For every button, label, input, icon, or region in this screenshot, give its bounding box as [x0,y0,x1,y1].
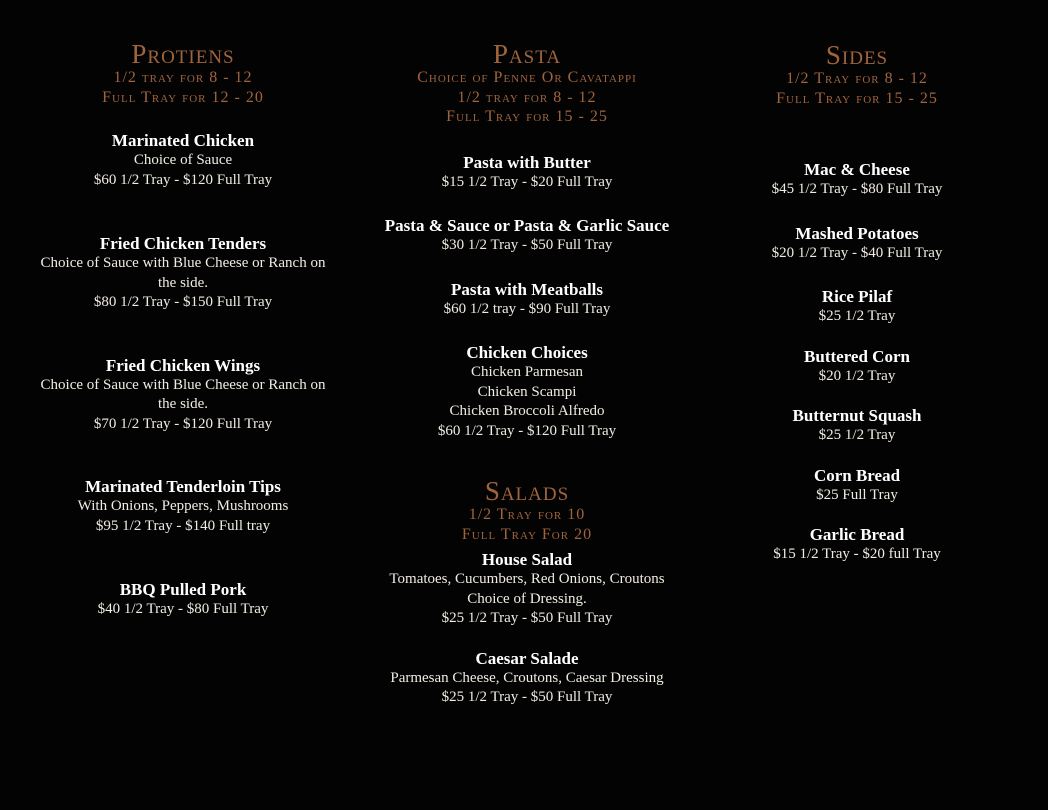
pasta-title: Pasta [492,39,562,69]
salads-full-tray-serving: Full Tray For 20 [461,525,593,543]
menu-item-house-salad [372,550,682,629]
item-name: Caesar Salade [475,648,579,668]
item-name: Fried Chicken Wings [105,355,261,375]
item-name: Garlic Bread [809,525,905,544]
item-price: $25 Full Tray [816,486,898,503]
proteins-half-tray-serving: 1/2 tray for 8 - 12 [113,69,253,86]
menu-item-pasta-with-meatballs [372,280,682,320]
item-price: $60 1/2 tray - $90 Full Tray [443,300,611,317]
item-price: $15 1/2 Tray - $20 Full Tray [441,173,613,190]
item-description: the side. [158,274,208,291]
item-name: Butternut Squash [792,406,922,425]
item-price: $70 1/2 Tray - $120 Full Tray [93,415,273,432]
item-description: Choice of Sauce with Blue Cheese or Ranch on [40,255,326,271]
pasta-column [372,40,682,728]
item-price: $20 1/2 Tray [818,367,896,384]
item-price: $95 1/2 Tray - $140 Full tray [95,517,271,534]
item-price: $80 1/2 Tray - $150 Full Tray [93,294,273,310]
item-description: Choice of Dressing. [467,590,587,607]
item-name: Chicken Choices [466,343,588,362]
menu-item-pasta-and-sauce [372,216,682,256]
item-price: $20 1/2 Tray - $40 Full Tray [771,244,943,261]
salads-header [372,477,682,544]
item-price: $25 1/2 Tray - $50 Full Tray [441,689,613,705]
salads-half-tray-serving: 1/2 Tray for 10 [468,506,586,523]
salads-title: Salads [484,476,570,506]
item-name: Pasta with Meatballs [450,279,604,299]
item-description: Choice of Sauce [133,152,233,168]
menu-item-pasta-with-butter [372,153,682,193]
menu-item-garlic-bread [720,525,994,565]
item-price: $25 1/2 Tray [818,427,896,443]
item-name: Corn Bread [813,465,901,485]
sides-title: Sides [825,40,889,70]
proteins-header [28,40,338,107]
item-name: House Salad [481,550,573,569]
pasta-full-tray-serving: Full Tray for 15 - 25 [446,108,608,125]
item-option: Chicken Parmesan [470,364,584,380]
proteins-column [28,40,338,664]
pasta-header [372,40,682,127]
item-name: Marinated Chicken [111,131,255,150]
item-price: $40 1/2 Tray - $80 Full Tray [97,601,269,617]
item-description: Tomatoes, Cucumbers, Red Onions, Croutons [389,571,665,587]
item-price: $25 1/2 Tray [818,308,896,324]
item-price: $15 1/2 Tray - $20 full Tray [773,546,941,562]
item-name: Buttered Corn [804,346,910,366]
proteins-title: Protiens [131,39,235,69]
sides-half-tray-serving: 1/2 Tray for 8 - 12 [786,70,928,87]
item-price: $25 1/2 Tray - $50 Full Tray [441,610,613,626]
sides-full-tray-serving: Full Tray for 15 - 25 [776,89,938,107]
menu-item-mashed-potatoes [720,224,994,264]
item-price: $60 1/2 Tray - $120 Full Tray [93,171,273,188]
item-description: Choice of Sauce with Blue Cheese or Ranch on [40,376,326,393]
menu-item-rice-pilaf [720,287,994,327]
menu-item-marinated-chicken [28,131,338,190]
item-price: $60 1/2 Tray - $120 Full Tray [437,422,617,439]
menu-item-caesar-salade [372,649,682,708]
menu-item-buttered-corn [720,347,994,387]
item-name: Marinated Tenderloin Tips [85,477,281,496]
item-name: Rice Pilaf [821,287,893,306]
menu-item-mac-and-cheese [720,160,994,200]
sides-column [720,41,994,589]
item-name: Mashed Potatoes [795,223,919,243]
item-price: $30 1/2 Tray - $50 Full Tray [441,237,613,253]
pasta-choice-note: Choice of Penne Or Cavatappi [417,69,637,86]
item-price: $45 1/2 Tray - $80 Full Tray [771,181,943,197]
item-option: Chicken Broccoli Alfredo [449,403,605,419]
menu-item-bbq-pulled-pork [28,580,338,620]
item-description: the side. [158,396,208,412]
sides-header [720,41,994,108]
pasta-half-tray-serving: 1/2 tray for 8 - 12 [457,88,597,106]
item-name: Pasta with Butter [463,152,591,172]
item-option: Chicken Scampi [477,383,577,400]
item-description: Parmesan Cheese, Croutons, Caesar Dressing [390,669,664,686]
item-name: Fried Chicken Tenders [99,234,267,253]
menu-item-chicken-choices [372,343,682,441]
item-description: With Onions, Peppers, Mushrooms [77,498,289,514]
item-name: Mac & Cheese [804,160,910,179]
menu-item-marinated-tenderloin-tips [28,477,338,536]
menu-item-butternut-squash [720,406,994,446]
menu-item-corn-bread [720,466,994,506]
item-name: Pasta & Sauce or Pasta & Garlic Sauce [384,216,670,235]
menu-item-fried-chicken-wings [28,356,338,435]
menu-item-fried-chicken-tenders [28,234,338,313]
item-name: BBQ Pulled Pork [119,580,247,599]
proteins-full-tray-serving: Full Tray for 12 - 20 [102,88,264,106]
